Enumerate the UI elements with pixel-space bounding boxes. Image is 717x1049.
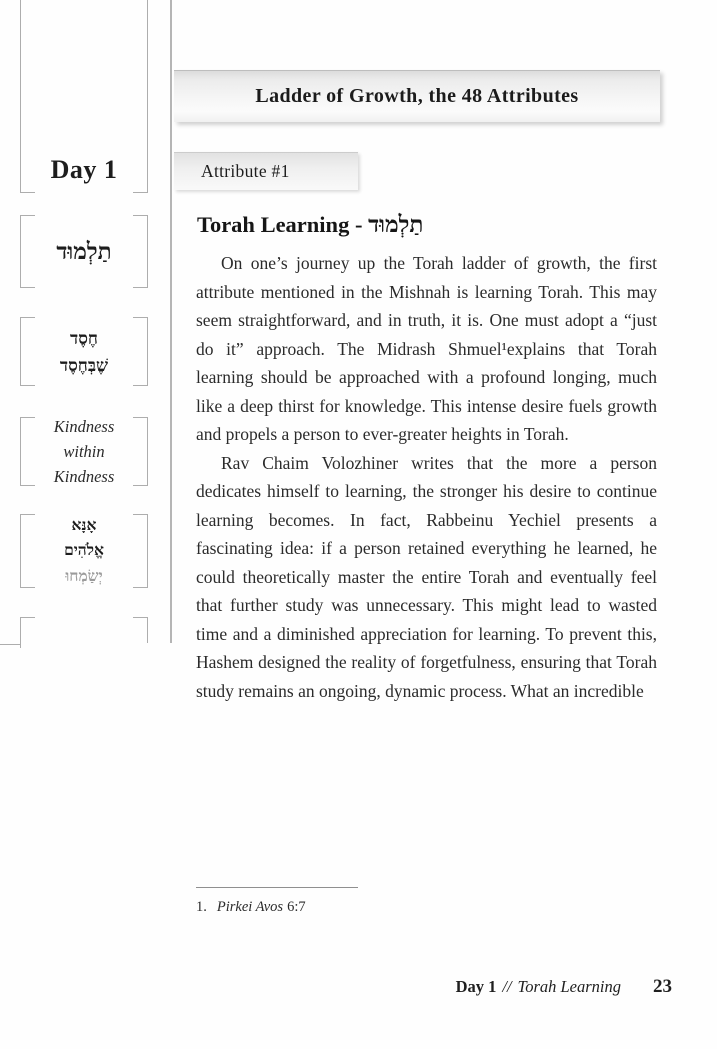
partial-bracket-left: [20, 617, 35, 648]
translation-line1: Kindness: [53, 417, 115, 436]
article-title-english: Torah Learning -: [197, 212, 369, 237]
page-number: 23: [653, 976, 672, 997]
translation-line2: within: [63, 442, 105, 461]
footnote: [196, 899, 306, 916]
day-number-label: Day 1: [50, 155, 118, 184]
article-title-hebrew: תַלְמוּד: [368, 212, 424, 237]
sidebar-box-chesed: [20, 317, 148, 386]
sidebar-box-day: [20, 0, 148, 193]
footer-day-label: Day 1: [455, 977, 497, 996]
attribute-tag: [174, 152, 358, 190]
chapter-banner: [174, 70, 660, 122]
running-footer: [196, 976, 672, 998]
article-title: [197, 212, 423, 238]
footnote-number: 1.: [196, 899, 207, 915]
sidebar-box-prayer: [20, 514, 148, 588]
page-edge-rule: [0, 644, 21, 645]
footer-chapter-label: Torah Learning: [517, 977, 621, 996]
footnote-source: Pirkei Avos: [216, 899, 284, 915]
hebrew-chesed-line1: חֶסֶד: [70, 328, 98, 348]
translation-line3: Kindness: [53, 467, 115, 486]
hebrew-term-talmud: תַלְמוּד: [56, 238, 112, 264]
sidebar-box-talmud: [20, 215, 148, 288]
footnote-divider-rule: [196, 887, 358, 888]
paragraph-1: On one’s journey up the Torah ladder of growth, the first attribute mentioned in the Mishnah is learning Torah. This may seem straightforward, and in truth, it is. One must adopt a “just do it” approach. The Midrash Shmuel¹explains that Torah learning should be approached with a profound longing, much like a deep thirst for knowledge. This intense desire fuels growth and propels a person to ever-greater heights in Torah.: [196, 253, 657, 444]
footer-separator: //: [502, 977, 512, 996]
hebrew-chesed-line2: שֶׁבְּחֶסֶד: [59, 355, 109, 375]
attribute-label: Attribute #1: [201, 161, 290, 181]
hebrew-prayer-line3-muted: יְשַׂמְחוּ: [65, 567, 103, 585]
paragraph-2: Rav Chaim Volozhiner writes that the more a person dedicates himself to learning, the stronger his desire to continue learning becomes. In fact, Rabbeinu Yechiel presents a fascinating idea: if a person retained everything he learned, he could theoretically master the entire Torah and eventually feel that further study was unnecessary. This might lead to wasted time and a diminished appreciation for learning. To prevent this, Hashem designed the reality of forgetfulness, ensuring that Torah study remains an ongoing, dynamic process. What an incredible: [196, 452, 657, 701]
article-body: [196, 249, 657, 705]
hebrew-prayer-line1: אָנָּא: [71, 516, 97, 534]
hebrew-prayer-line2: אֱלֹהִים: [64, 542, 104, 560]
sidebar-box-translation: [20, 417, 148, 486]
footnote-reference: 6:7: [287, 899, 306, 915]
chapter-title: Ladder of Growth, the 48 Attributes: [255, 85, 579, 107]
partial-bracket-right: [133, 617, 148, 643]
column-divider-rule: [170, 0, 172, 643]
